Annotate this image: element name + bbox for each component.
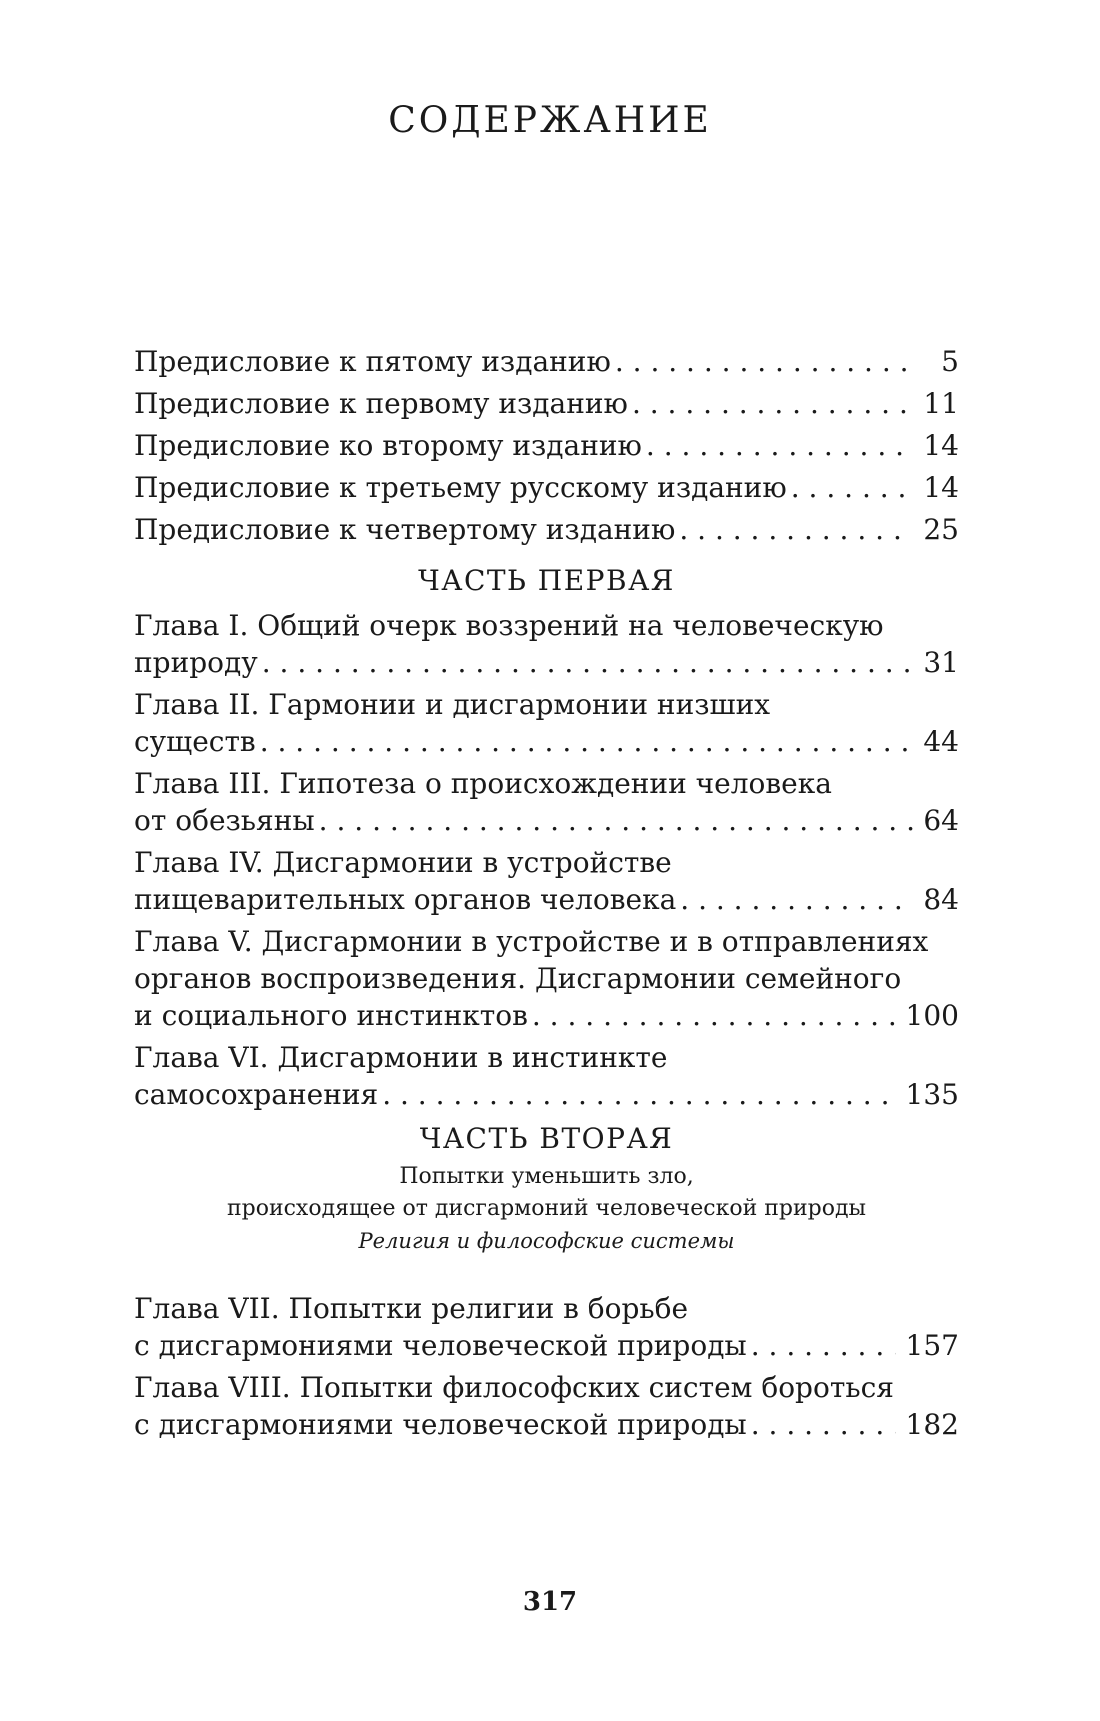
part-two-subtitle-2: происходящее от дисгармоний человеческой природы: [226, 1196, 867, 1221]
dot-leader: [751, 1327, 896, 1364]
toc-entry-last-line: [134, 644, 959, 681]
part-two-entries: [134, 1290, 959, 1443]
toc-entry: [134, 385, 959, 422]
dot-leader: [680, 881, 913, 918]
toc-entry-last-line: [134, 1406, 959, 1443]
toc-entry-text: природу: [134, 646, 258, 679]
toc-entry-last-line: [134, 997, 959, 1034]
toc-entry-last-line: [134, 343, 959, 380]
page-number: 317: [522, 1587, 578, 1617]
toc-entry-text: и социального инстинктов: [134, 999, 528, 1032]
toc-page-number: 11: [923, 387, 959, 420]
dot-leader: [532, 997, 896, 1034]
toc-page-number: 135: [905, 1078, 959, 1111]
toc-entry-last-line: [134, 427, 959, 464]
toc-page-number: 14: [923, 429, 959, 462]
toc-entry-last-line: [134, 1327, 959, 1364]
toc-part-two: [134, 1120, 959, 1448]
part-two-title: ЧАСТЬ ВТОРАЯ: [419, 1122, 674, 1155]
toc-entry: [134, 427, 959, 464]
toc-entry: [134, 469, 959, 506]
toc-entry-text: Глава I. Общий очерк воззрений на человеческую: [134, 609, 884, 642]
toc-entry-last-line: [134, 385, 959, 422]
toc-entry: [134, 1290, 959, 1364]
toc-page-number: 25: [923, 513, 959, 546]
toc-entry-text: Глава II. Гармонии и дисгармонии низших: [134, 688, 771, 721]
toc-entry-text: Глава VI. Дисгармонии в инстинкте: [134, 1041, 668, 1074]
dot-leader: [632, 385, 913, 422]
toc-entry-text: от обезьяны: [134, 804, 315, 837]
toc-entry: [134, 343, 959, 380]
toc-entry-text: Предисловие к первому изданию: [134, 387, 628, 420]
toc-page-number: 14: [923, 471, 959, 504]
toc-entry-text: Предисловие ко второму изданию: [134, 429, 642, 462]
toc-entry-text: самосохранения: [134, 1078, 379, 1111]
toc-prefaces: [134, 343, 959, 553]
toc-entry-text: Глава VIII. Попытки философских систем бороться: [134, 1371, 894, 1404]
toc-entry: [134, 1039, 959, 1113]
dot-leader: [679, 511, 913, 548]
toc-entry-text: Глава IV. Дисгармонии в устройстве: [134, 846, 672, 879]
toc-entry-text: Предисловие к четвертому изданию: [134, 513, 676, 546]
dot-leader: [615, 343, 919, 380]
toc-entry: [134, 1369, 959, 1443]
toc-page-number: 44: [923, 725, 959, 758]
part-two-subtitle-1: Попытки уменьшить зло,: [399, 1164, 694, 1189]
toc-entry-text: пищеварительных органов человека: [134, 883, 677, 916]
toc-entry-last-line: [134, 511, 959, 548]
toc-entry-last-line: [134, 1076, 959, 1113]
toc-page-number: 84: [923, 883, 959, 916]
dot-leader: [646, 427, 913, 464]
part-two-subtitle-italic: Религия и философские системы: [358, 1229, 735, 1253]
toc-entry-text: Глава VII. Попытки религии в борьбе: [134, 1292, 689, 1325]
dot-leader: [382, 1076, 895, 1113]
toc-entry-text: Предисловие к пятому изданию: [134, 345, 611, 378]
toc-part-one: [134, 562, 959, 1118]
toc-entry: [134, 686, 959, 760]
toc-entry-text: с дисгармониями человеческой природы: [134, 1329, 747, 1362]
dot-leader: [319, 802, 914, 839]
toc-page-number: 31: [923, 646, 959, 679]
toc-entry-last-line: [134, 881, 959, 918]
dot-leader: [262, 644, 914, 681]
dot-leader: [751, 1406, 896, 1443]
toc-page-number: 100: [905, 999, 959, 1032]
toc-page-number: 157: [905, 1329, 959, 1362]
toc-page-number: 5: [941, 345, 959, 378]
toc-entry-text: существ: [134, 725, 256, 758]
toc-entry-text: органов воспроизведения. Дисгармонии семейного: [134, 962, 902, 995]
toc-entry: [134, 923, 959, 1034]
toc-page-number: 64: [923, 804, 959, 837]
dot-leader: [260, 723, 914, 760]
toc-entry: [134, 765, 959, 839]
toc-entry-last-line: [134, 723, 959, 760]
toc-entry-text: Глава V. Дисгармонии в устройстве и в отправлениях: [134, 925, 929, 958]
toc-entry: [134, 511, 959, 548]
toc-page-number: 182: [905, 1408, 959, 1441]
part-one-entries: [134, 607, 959, 1113]
toc-entry: [134, 844, 959, 918]
toc-entry-last-line: [134, 469, 959, 506]
toc-entry-last-line: [134, 802, 959, 839]
page-title: СОДЕРЖАНИЕ: [388, 100, 712, 141]
toc-entry-text: Предисловие к третьему русскому изданию: [134, 471, 787, 504]
toc-entry-text: Глава III. Гипотеза о происхождении человека: [134, 767, 832, 800]
dot-leader: [791, 469, 914, 506]
toc-entry: [134, 607, 959, 681]
toc-entry-text: с дисгармониями человеческой природы: [134, 1408, 747, 1441]
part-one-title: ЧАСТЬ ПЕРВАЯ: [418, 564, 675, 597]
